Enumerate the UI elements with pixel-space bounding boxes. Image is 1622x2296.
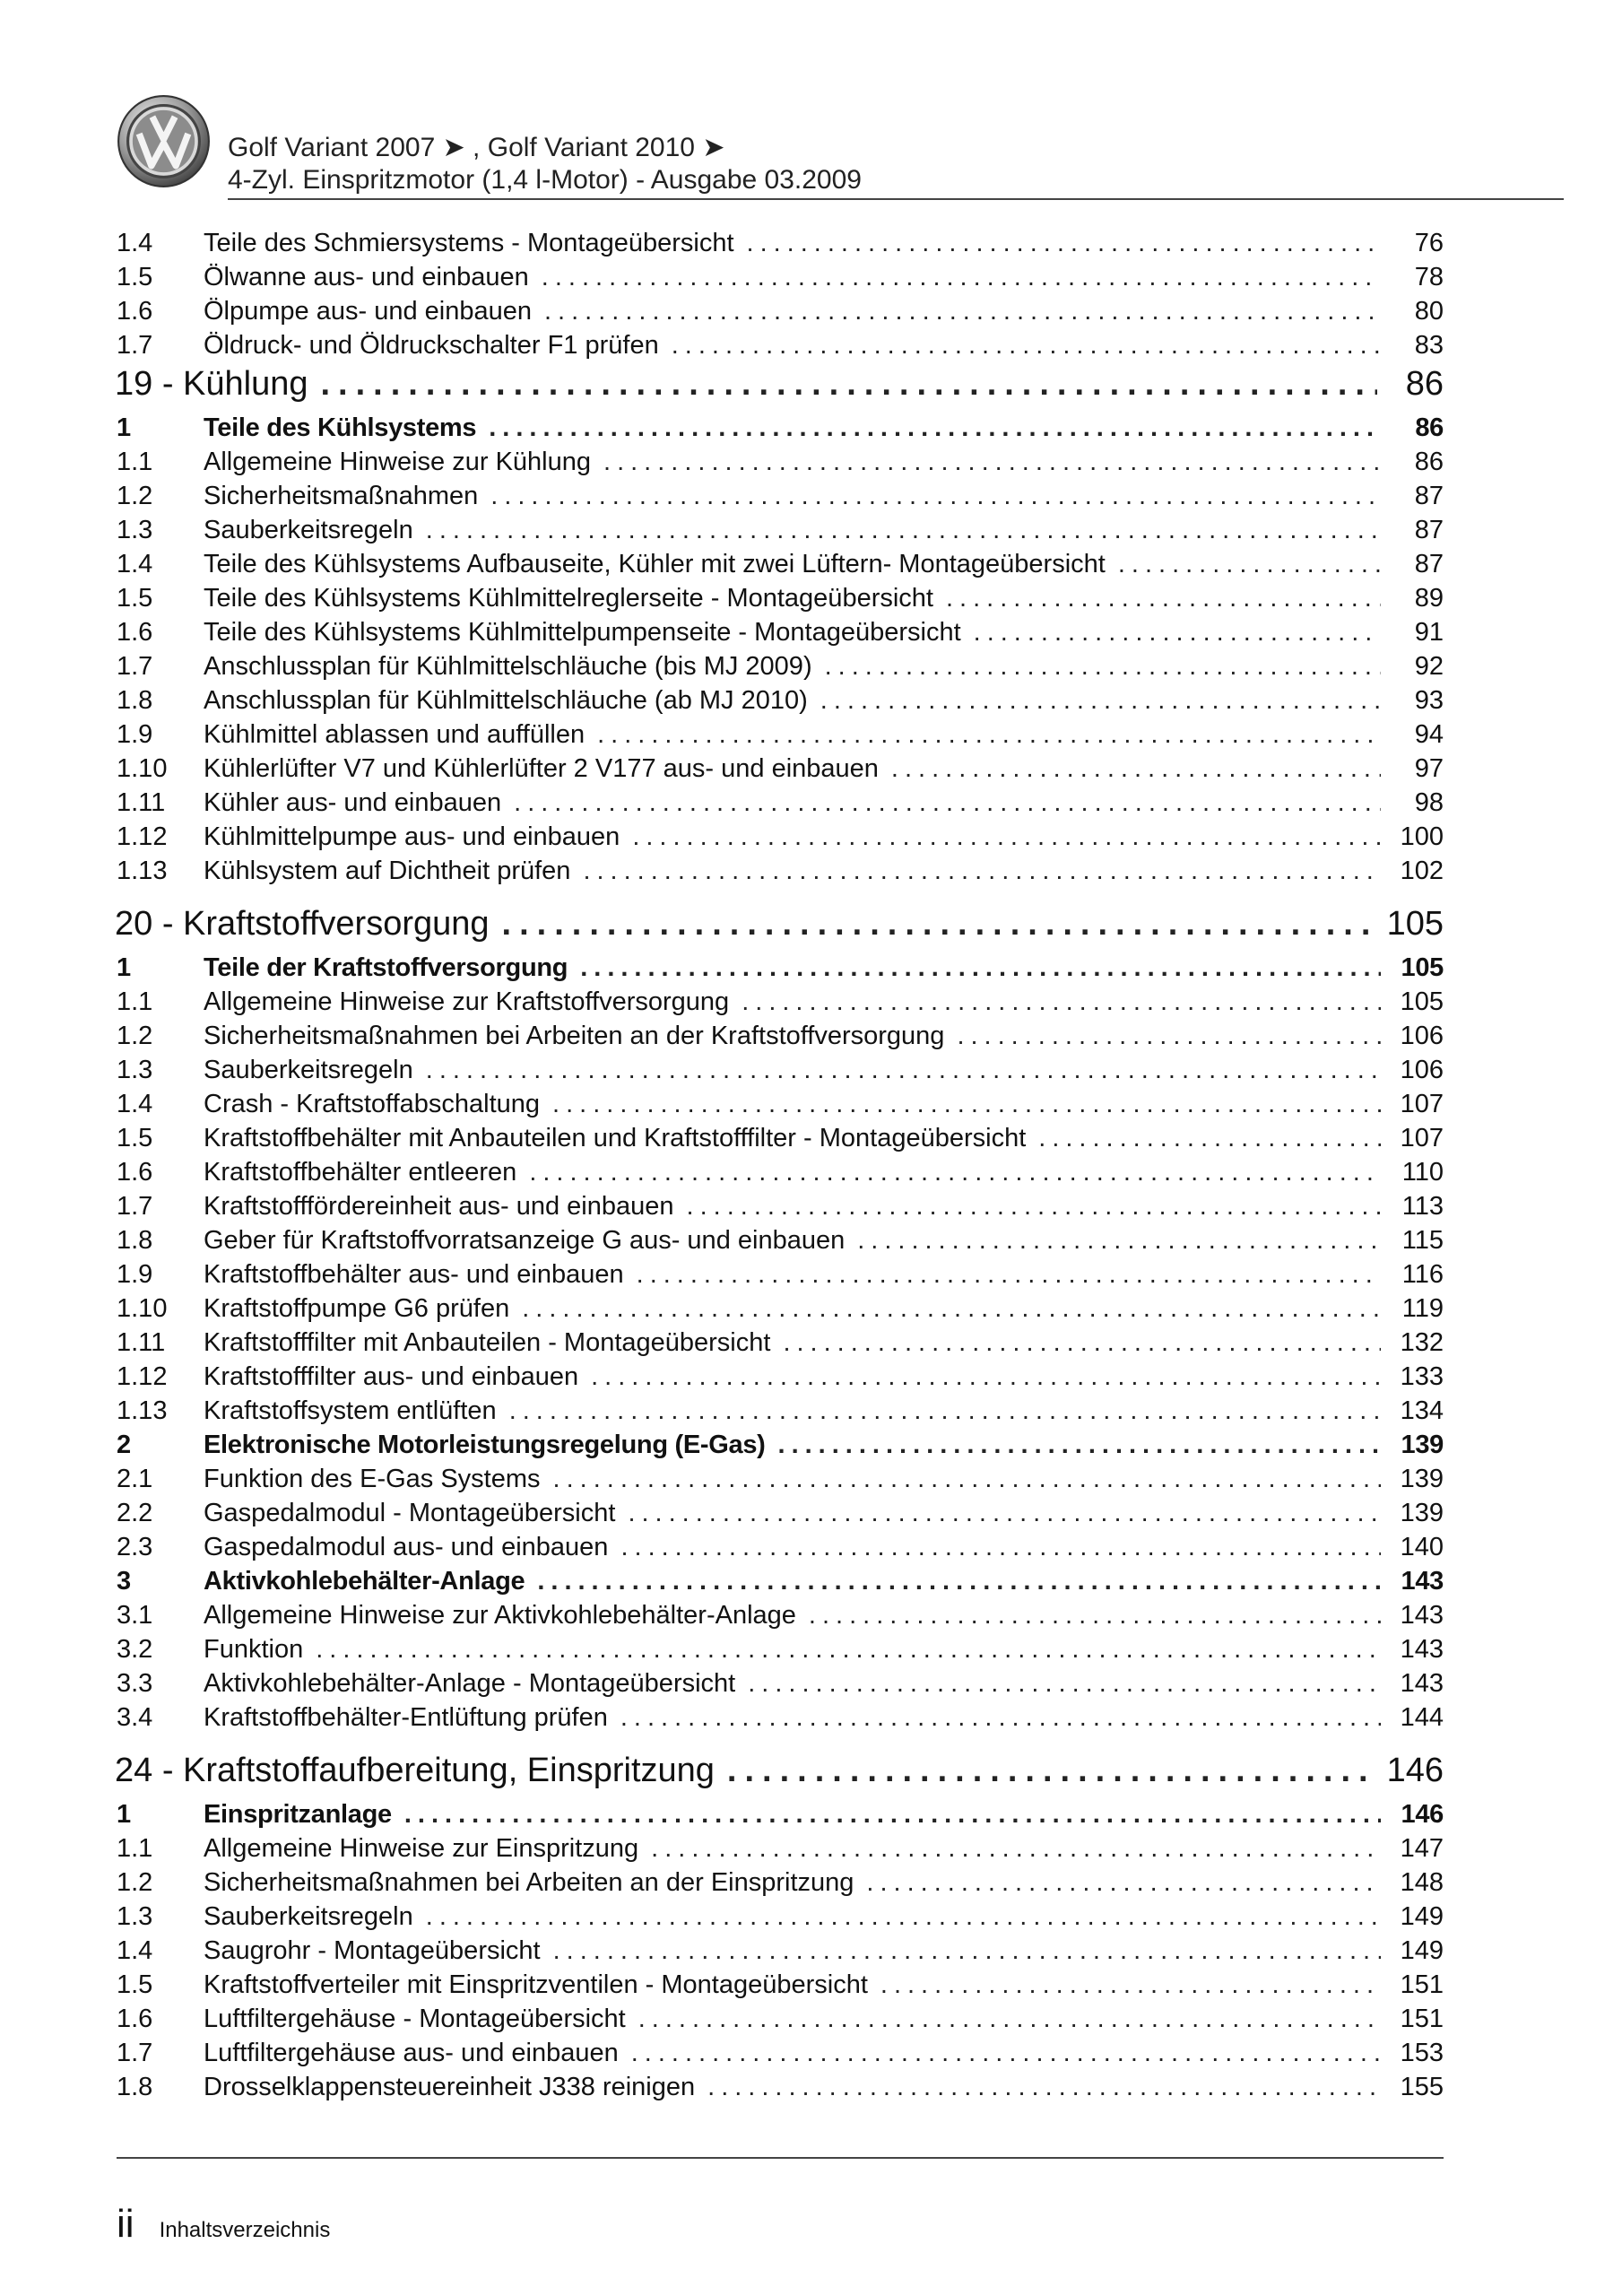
toc-title: Allgemeine Hinweise zur Einspritzung <box>204 1834 639 1863</box>
toc-number: 1.11 <box>117 1328 166 1357</box>
toc-page-number: 87 <box>1414 482 1444 510</box>
dot-leader <box>426 1902 1381 1932</box>
dot-leader <box>489 413 1381 443</box>
toc-bottom-divider <box>117 2157 1444 2159</box>
toc-title: Kraftstofffördereinheit aus- und einbauen <box>204 1192 674 1221</box>
toc-entry[interactable] <box>117 297 1444 331</box>
toc-entry[interactable] <box>117 1362 1444 1396</box>
toc-number: 1.5 <box>117 263 153 291</box>
toc-entry[interactable] <box>117 1834 1444 1868</box>
toc-number: 1.9 <box>117 1260 153 1289</box>
dot-leader <box>880 1970 1381 2000</box>
toc-entry[interactable] <box>117 822 1444 857</box>
toc-number: 1.11 <box>117 788 166 817</box>
toc-title: Anschlussplan für Kühlmittelschläuche (ab MJ 2010) <box>204 686 808 715</box>
toc-number: 1.1 <box>117 987 153 1016</box>
toc-title: Kraftstoffbehälter aus- und einbauen <box>204 1260 624 1289</box>
toc-page-number: 139 <box>1401 1431 1444 1459</box>
dot-leader <box>946 584 1381 613</box>
toc-title: Sicherheitsmaßnahmen bei Arbeiten an der Einspritzung <box>204 1868 854 1897</box>
dot-leader <box>707 2073 1381 2102</box>
dot-leader <box>727 1752 1375 1790</box>
toc-title: Allgemeine Hinweise zur Aktivkohlebehälter-Anlage <box>204 1601 796 1630</box>
toc-title: Kraftstoffbehälter entleeren <box>204 1158 517 1187</box>
toc-number: 1.1 <box>117 448 153 476</box>
dot-leader <box>490 482 1381 511</box>
toc-number: 1.13 <box>117 1396 168 1425</box>
dot-leader <box>857 1226 1381 1256</box>
toc-entry[interactable] <box>117 720 1444 754</box>
toc-entry[interactable] <box>117 686 1444 720</box>
toc-number: 1.7 <box>117 331 153 360</box>
toc-entry[interactable] <box>117 1868 1444 1902</box>
toc-entry[interactable] <box>117 1970 1444 2005</box>
dot-leader <box>514 788 1381 818</box>
toc-page-number: 116 <box>1401 1260 1444 1289</box>
toc-number: 1.2 <box>117 1868 153 1897</box>
toc-number: 1.7 <box>117 1192 153 1221</box>
toc-page-number: 144 <box>1400 1703 1444 1732</box>
dot-leader <box>529 1158 1381 1187</box>
toc-number: 19 - Kühlung <box>115 365 308 403</box>
toc-entry[interactable] <box>117 857 1444 891</box>
header-title-line2: 4-Zyl. Einspritzmotor (1,4 l-Motor) - Ausgabe 03.2009 <box>228 165 862 195</box>
toc-entry[interactable] <box>117 516 1444 550</box>
toc-entry[interactable] <box>117 1022 1444 1056</box>
dot-leader <box>509 1396 1381 1426</box>
toc-page-number: 86 <box>1405 365 1444 403</box>
toc-entry[interactable] <box>117 1499 1444 1533</box>
toc-title: Funktion <box>204 1635 304 1664</box>
dot-leader <box>620 1533 1381 1562</box>
dot-leader <box>542 263 1381 292</box>
toc-number: 1.8 <box>117 686 153 715</box>
toc-number: 1.13 <box>117 857 168 885</box>
toc-title: Allgemeine Hinweise zur Kühlung <box>204 448 592 476</box>
toc-entry[interactable] <box>117 1703 1444 1737</box>
dot-leader <box>321 365 1378 404</box>
toc-page-number: 155 <box>1400 2073 1444 2101</box>
toc-page-number: 94 <box>1414 720 1444 749</box>
dot-leader <box>820 686 1381 716</box>
toc-title: Kühlerlüfter V7 und Kühlerlüfter 2 V177 aus- und einbauen <box>204 754 879 783</box>
toc-page-number: 98 <box>1414 788 1444 817</box>
toc-title: Geber für Kraftstoffvorratsanzeige G aus- und einbauen <box>204 1226 846 1255</box>
toc-number: 2.1 <box>117 1465 153 1493</box>
dot-leader <box>583 857 1381 886</box>
toc-number: 1.4 <box>117 550 153 578</box>
toc-number: 1.8 <box>117 1226 153 1255</box>
toc-page-number: 102 <box>1400 857 1444 885</box>
dot-leader <box>426 1056 1381 1085</box>
toc-number: 1.6 <box>117 1158 153 1187</box>
toc-entry[interactable] <box>117 1192 1444 1226</box>
toc-entry[interactable] <box>117 1601 1444 1635</box>
toc-number: 1.10 <box>117 754 168 783</box>
toc-number: 2.3 <box>117 1533 153 1561</box>
page-header <box>117 94 1444 202</box>
dot-leader <box>553 1936 1381 1966</box>
footer-page-number: ii <box>117 2202 134 2246</box>
toc-page-number: 78 <box>1414 263 1444 291</box>
toc-title: Sauberkeitsregeln <box>204 1056 413 1084</box>
toc-title: Sauberkeitsregeln <box>204 516 413 544</box>
toc-entry[interactable] <box>117 1465 1444 1499</box>
toc-number: 1.5 <box>117 1970 153 1999</box>
toc-page-number: 143 <box>1400 1601 1444 1630</box>
toc-page-number: 143 <box>1401 1567 1444 1596</box>
toc-entry[interactable] <box>117 1396 1444 1431</box>
toc-number: 1 <box>117 953 131 982</box>
toc-section[interactable] <box>117 413 1444 448</box>
dot-leader <box>631 2039 1381 2068</box>
toc-page-number: 146 <box>1386 1752 1444 1789</box>
toc-page-number: 115 <box>1401 1226 1444 1255</box>
toc-number: 1 <box>117 1800 131 1829</box>
toc-number: 1.12 <box>117 1362 168 1391</box>
dot-leader <box>747 229 1381 258</box>
toc-page-number: 153 <box>1400 2039 1444 2067</box>
toc-number: 1.7 <box>117 652 153 681</box>
dot-leader <box>742 987 1381 1017</box>
toc-title: Teile des Kühlsystems Kühlmittelreglerseite - Montageübersicht <box>204 584 933 613</box>
toc-title: Sicherheitsmaßnahmen <box>204 482 479 510</box>
toc-entry[interactable] <box>117 754 1444 788</box>
toc-page-number: 97 <box>1414 754 1444 783</box>
toc-title: Kraftstoffsystem entlüften <box>204 1396 497 1425</box>
toc-number: 1 <box>117 413 131 442</box>
toc-entry[interactable] <box>117 2039 1444 2073</box>
dot-leader <box>316 1635 1381 1665</box>
toc-number: 1.4 <box>117 1936 153 1965</box>
dot-leader <box>537 1567 1381 1596</box>
dot-leader <box>825 652 1381 682</box>
toc-number: 1.8 <box>117 2073 153 2101</box>
toc-title: Elektronische Motorleistungsregelung (E-Gas) <box>204 1431 766 1459</box>
toc-title: Ölwanne aus- und einbauen <box>204 263 529 291</box>
vw-logo-icon <box>117 94 211 188</box>
toc-page-number: 139 <box>1400 1465 1444 1493</box>
toc-page-number: 92 <box>1414 652 1444 681</box>
dot-leader <box>974 618 1381 648</box>
toc-number: 24 - Kraftstoffaufbereitung, Einspritzung <box>115 1752 715 1789</box>
toc-title: Crash - Kraftstoffabschaltung <box>204 1090 541 1118</box>
dot-leader <box>552 1090 1381 1119</box>
toc-page-number: 110 <box>1401 1158 1444 1187</box>
toc-title: Kühlmittel ablassen und auffüllen <box>204 720 585 749</box>
toc-entry[interactable] <box>117 652 1444 686</box>
dot-leader <box>632 822 1381 852</box>
toc-title: Kraftstofffilter mit Anbauteilen - Montageübersicht <box>204 1328 771 1357</box>
toc-title: Drosselklappensteuereinheit J338 reinigen <box>204 2073 696 2101</box>
toc-title: Teile der Kraftstoffversorgung <box>204 953 568 982</box>
toc-page-number: 147 <box>1400 1834 1444 1863</box>
dot-leader <box>553 1465 1381 1494</box>
toc-page-number: 148 <box>1400 1868 1444 1897</box>
header-title-line1: Golf Variant 2007 ➤ , Golf Variant 2010 ➤ <box>228 133 725 162</box>
toc-title: Sicherheitsmaßnahmen bei Arbeiten an der Kraftstoffversorgung <box>204 1022 945 1050</box>
toc-number: 1.9 <box>117 720 153 749</box>
toc-page-number: 100 <box>1400 822 1444 851</box>
dot-leader <box>522 1294 1381 1324</box>
toc-number: 1.1 <box>117 1834 153 1863</box>
toc-number: 1.2 <box>117 1022 153 1050</box>
toc-number: 1.5 <box>117 584 153 613</box>
toc-number: 1.6 <box>117 297 153 326</box>
toc-section[interactable] <box>117 1431 1444 1465</box>
toc-page-number: 87 <box>1414 516 1444 544</box>
toc-page-number: 151 <box>1400 1970 1444 1999</box>
toc-page-number: 149 <box>1400 1936 1444 1965</box>
toc-number: 1.6 <box>117 2005 153 2033</box>
toc-title: Kühlmittelpumpe aus- und einbauen <box>204 822 620 851</box>
toc-title: Kühlsystem auf Dichtheit prüfen <box>204 857 571 885</box>
page-footer <box>117 2202 330 2247</box>
table-of-contents <box>117 229 1444 2107</box>
toc-title: Aktivkohlebehälter-Anlage - Montageübersicht <box>204 1669 736 1698</box>
toc-entry[interactable] <box>117 788 1444 822</box>
dot-leader <box>687 1192 1381 1222</box>
dot-leader <box>778 1431 1381 1460</box>
toc-number: 3.3 <box>117 1669 153 1698</box>
toc-section[interactable] <box>117 1800 1444 1834</box>
dot-leader <box>748 1669 1381 1699</box>
toc-page-number: 105 <box>1400 987 1444 1016</box>
toc-number: 3.1 <box>117 1601 153 1630</box>
toc-title: Kraftstoffbehälter mit Anbauteilen und Kraftstofffilter - Montageübersicht <box>204 1124 1027 1152</box>
toc-entry[interactable] <box>117 1226 1444 1260</box>
dot-leader <box>502 905 1375 944</box>
toc-title: Kühler aus- und einbauen <box>204 788 502 817</box>
dot-leader <box>638 2005 1381 2034</box>
header-divider <box>228 198 1564 200</box>
toc-entry[interactable] <box>117 2005 1444 2039</box>
dot-leader <box>603 448 1381 477</box>
toc-page-number: 89 <box>1414 584 1444 613</box>
toc-title: Saugrohr - Montageübersicht <box>204 1936 541 1965</box>
toc-number: 1.3 <box>117 1056 153 1084</box>
toc-page-number: 107 <box>1400 1124 1444 1152</box>
dot-leader <box>580 953 1381 983</box>
toc-title: Teile des Schmiersystems - Montageübersicht <box>204 229 734 257</box>
toc-entry[interactable] <box>117 1124 1444 1158</box>
toc-entry[interactable] <box>117 584 1444 618</box>
toc-section[interactable] <box>117 1567 1444 1601</box>
toc-entry[interactable] <box>117 1902 1444 1936</box>
toc-chapter[interactable] <box>115 1752 1444 1795</box>
toc-title: Funktion des E-Gas Systems <box>204 1465 541 1493</box>
toc-page-number: 113 <box>1401 1192 1444 1221</box>
toc-number: 1.4 <box>117 229 153 257</box>
dot-leader <box>628 1499 1381 1528</box>
dot-leader <box>404 1800 1381 1830</box>
toc-number: 1.7 <box>117 2039 153 2067</box>
toc-entry[interactable] <box>117 1056 1444 1090</box>
toc-number: 1.3 <box>117 516 153 544</box>
dot-leader <box>866 1868 1381 1898</box>
toc-title: Teile des Kühlsystems Aufbauseite, Kühler mit zwei Lüftern- Montageübersicht <box>204 550 1106 578</box>
toc-entry[interactable] <box>117 1158 1444 1192</box>
dot-leader <box>544 297 1381 326</box>
toc-entry[interactable] <box>117 1936 1444 1970</box>
toc-title: Anschlussplan für Kühlmittelschläuche (bis MJ 2009) <box>204 652 812 681</box>
toc-number: 2.2 <box>117 1499 153 1527</box>
toc-title: Aktivkohlebehälter-Anlage <box>204 1567 525 1596</box>
dot-leader <box>672 331 1381 361</box>
toc-title: Gaspedalmodul - Montageübersicht <box>204 1499 616 1527</box>
toc-number: 1.2 <box>117 482 153 510</box>
dot-leader <box>651 1834 1381 1864</box>
toc-number: 20 - Kraftstoffversorgung <box>115 905 490 943</box>
toc-entry[interactable] <box>117 987 1444 1022</box>
toc-entry[interactable] <box>117 448 1444 482</box>
toc-title: Luftfiltergehäuse - Montageübersicht <box>204 2005 626 2033</box>
dot-leader <box>1038 1124 1381 1153</box>
dot-leader <box>891 754 1381 784</box>
toc-page-number: 133 <box>1400 1362 1444 1391</box>
toc-title: Gaspedalmodul aus- und einbauen <box>204 1533 609 1561</box>
toc-entry[interactable] <box>117 1533 1444 1567</box>
dot-leader <box>591 1362 1381 1392</box>
toc-page-number: 105 <box>1386 905 1444 943</box>
toc-page-number: 146 <box>1401 1800 1444 1829</box>
toc-page-number: 107 <box>1400 1090 1444 1118</box>
toc-title: Öldruck- und Öldruckschalter F1 prüfen <box>204 331 659 360</box>
toc-title: Teile des Kühlsystems Kühlmittelpumpenseite - Montageübersicht <box>204 618 961 647</box>
footer-title: Inhaltsverzeichnis <box>159 2218 331 2242</box>
toc-number: 3 <box>117 1567 131 1596</box>
toc-title: Sauberkeitsregeln <box>204 1902 413 1931</box>
toc-number: 3.2 <box>117 1635 153 1664</box>
toc-entry[interactable] <box>117 229 1444 263</box>
toc-page-number: 106 <box>1400 1056 1444 1084</box>
toc-page-number: 134 <box>1400 1396 1444 1425</box>
toc-number: 1.5 <box>117 1124 153 1152</box>
dot-leader <box>637 1260 1381 1290</box>
toc-chapter[interactable] <box>115 905 1444 948</box>
toc-page-number: 76 <box>1414 229 1444 257</box>
toc-page-number: 139 <box>1400 1499 1444 1527</box>
toc-page-number: 143 <box>1400 1669 1444 1698</box>
toc-entry[interactable] <box>117 1090 1444 1124</box>
toc-title: Kraftstofffilter aus- und einbauen <box>204 1362 579 1391</box>
toc-entry[interactable] <box>117 550 1444 584</box>
toc-page-number: 140 <box>1400 1533 1444 1561</box>
toc-page-number: 86 <box>1415 413 1444 442</box>
toc-title: Einspritzanlage <box>204 1800 392 1829</box>
toc-entry[interactable] <box>117 482 1444 516</box>
dot-leader <box>809 1601 1381 1631</box>
toc-page-number: 93 <box>1414 686 1444 715</box>
toc-entry[interactable] <box>117 1294 1444 1328</box>
toc-entry[interactable] <box>117 263 1444 297</box>
toc-page-number: 83 <box>1414 331 1444 360</box>
toc-page-number: 87 <box>1414 550 1444 578</box>
toc-page-number: 80 <box>1414 297 1444 326</box>
dot-leader <box>1118 550 1381 579</box>
dot-leader <box>597 720 1381 750</box>
dot-leader <box>783 1328 1381 1358</box>
toc-title: Ölpumpe aus- und einbauen <box>204 297 532 326</box>
toc-page-number: 143 <box>1400 1635 1444 1664</box>
dot-leader <box>620 1703 1381 1733</box>
toc-number: 2 <box>117 1431 131 1459</box>
dot-leader <box>426 516 1381 545</box>
toc-page-number: 151 <box>1400 2005 1444 2033</box>
toc-title: Kraftstoffbehälter-Entlüftung prüfen <box>204 1703 608 1732</box>
toc-entry[interactable] <box>117 618 1444 652</box>
toc-number: 1.12 <box>117 822 168 851</box>
dot-leader <box>957 1022 1381 1051</box>
toc-number: 1.10 <box>117 1294 168 1323</box>
toc-number: 1.6 <box>117 618 153 647</box>
toc-page-number: 132 <box>1400 1328 1444 1357</box>
toc-entry[interactable] <box>117 1328 1444 1362</box>
toc-page-number: 105 <box>1401 953 1444 982</box>
toc-title: Kraftstoffverteiler mit Einspritzventilen - Montageübersicht <box>204 1970 868 1999</box>
toc-page-number: 91 <box>1414 618 1444 647</box>
toc-number: 3.4 <box>117 1703 153 1732</box>
toc-number: 1.3 <box>117 1902 153 1931</box>
toc-section[interactable] <box>117 953 1444 987</box>
toc-page-number: 149 <box>1400 1902 1444 1931</box>
toc-title: Luftfiltergehäuse aus- und einbauen <box>204 2039 619 2067</box>
toc-entry[interactable] <box>117 331 1444 365</box>
toc-title: Kraftstoffpumpe G6 prüfen <box>204 1294 510 1323</box>
toc-title: Allgemeine Hinweise zur Kraftstoffversorgung <box>204 987 730 1016</box>
toc-entry[interactable] <box>117 1260 1444 1294</box>
toc-number: 1.4 <box>117 1090 153 1118</box>
toc-chapter[interactable] <box>115 365 1444 408</box>
toc-entry[interactable] <box>117 1635 1444 1669</box>
toc-page-number: 119 <box>1401 1294 1444 1323</box>
toc-entry[interactable] <box>117 1669 1444 1703</box>
toc-page-number: 106 <box>1400 1022 1444 1050</box>
toc-page-number: 86 <box>1414 448 1444 476</box>
toc-title: Teile des Kühlsystems <box>204 413 477 442</box>
toc-entry[interactable] <box>117 2073 1444 2107</box>
